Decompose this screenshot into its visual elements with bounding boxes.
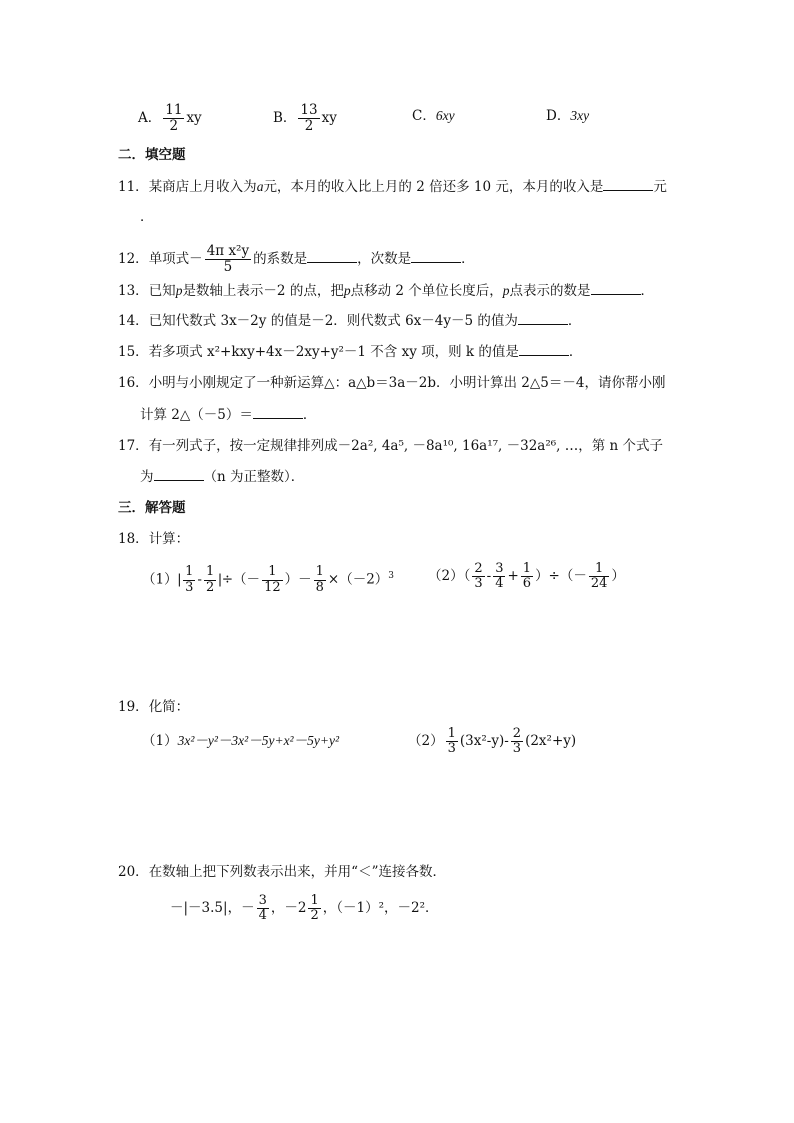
- question-12: 12．单项式－ $\frac{\text{4π x²y}}{5}$ 的系数是 ，次数是 ．: [118, 243, 475, 275]
- question-16-cont: 计算 2△（－5）＝ ．: [140, 407, 317, 423]
- question-19-part-1: （1）3x²－y²－3x²－5y+x²－5y+y²: [142, 733, 339, 749]
- question-11: 11．某商店上月收入为a元，本月的收入比上月的 2 倍还多 10 元，本月的收入是 元: [118, 179, 667, 195]
- question-20: 20．在数轴上把下列数表示出来，并用“＜”连接各数．: [118, 864, 446, 880]
- option-c: C．6xy: [412, 108, 455, 124]
- answer-blank[interactable]: [307, 250, 357, 263]
- answer-blank[interactable]: [253, 406, 303, 419]
- option-d: D．3xy: [546, 108, 590, 124]
- answer-blank[interactable]: [603, 178, 653, 191]
- question-11-cont: ．: [140, 209, 154, 225]
- question-14: 14．已知代数式 3x－2y 的值是－2．则代数式 6x－4y－5 的值为 ．: [118, 313, 582, 329]
- answer-blank[interactable]: [411, 250, 461, 263]
- question-17-cont: 为 （n 为正整数）．: [140, 469, 305, 485]
- section-heading-solve: 三．解答题: [118, 500, 186, 516]
- question-20-numbers: －|－3.5|，－ $\frac{3}{4}$ ，－2 $\frac{1}{2}$ ，（－1）²，－2²．: [170, 892, 439, 923]
- question-17: 17．有一列式子，按一定规律排列成－2a², 4a⁵, －8a¹⁰, 16a¹⁷, －32a²⁶, …，第 n 个式子: [118, 438, 664, 454]
- answer-blank[interactable]: [519, 343, 569, 356]
- section-heading-fill-in: 二．填空题: [118, 147, 186, 163]
- question-18: 18．计算：: [118, 531, 190, 547]
- option-b: B． $\frac{13}{2}$ xy: [273, 102, 337, 134]
- question-18-part-1: （1）| $\frac{1}{3}$ - $\frac{1}{2}$ |÷（－ $\frac{1}{12}$ ）－ $\frac{1}{8}$ $\times(-2)^3$: [142, 564, 395, 595]
- answer-blank[interactable]: [518, 312, 568, 325]
- question-13: 13．已知p是数轴上表示－2 的点，把p点移动 2 个单位长度后，p点表示的数是 ．: [118, 283, 654, 299]
- question-19: 19．化简：: [118, 699, 190, 715]
- answer-blank[interactable]: [154, 468, 204, 481]
- answer-blank[interactable]: [591, 282, 641, 295]
- question-19-part-2: （2） $\frac{1}{3}$ (3x²-y)- $\frac{2}{3}$ (2x²+y): [408, 725, 577, 756]
- question-18-part-2: （2）（ $\frac{2}{3}$ - $\frac{3}{4}$ + $\frac{1}{6}$ ）÷（－ $\frac{1}{24}$ ）: [428, 560, 625, 591]
- question-15: 15．若多项式 x²+kxy+4x－2xy+y²－1 不含 xy 项，则 k 的值是 ．: [118, 344, 583, 360]
- option-a: A． $\frac{11}{2}$ xy: [138, 102, 202, 134]
- question-16: 16．小明与小刚规定了一种新运算△：a△b＝3a－2b．小明计算出 2△5＝－4，请你帮小刚: [118, 375, 666, 391]
